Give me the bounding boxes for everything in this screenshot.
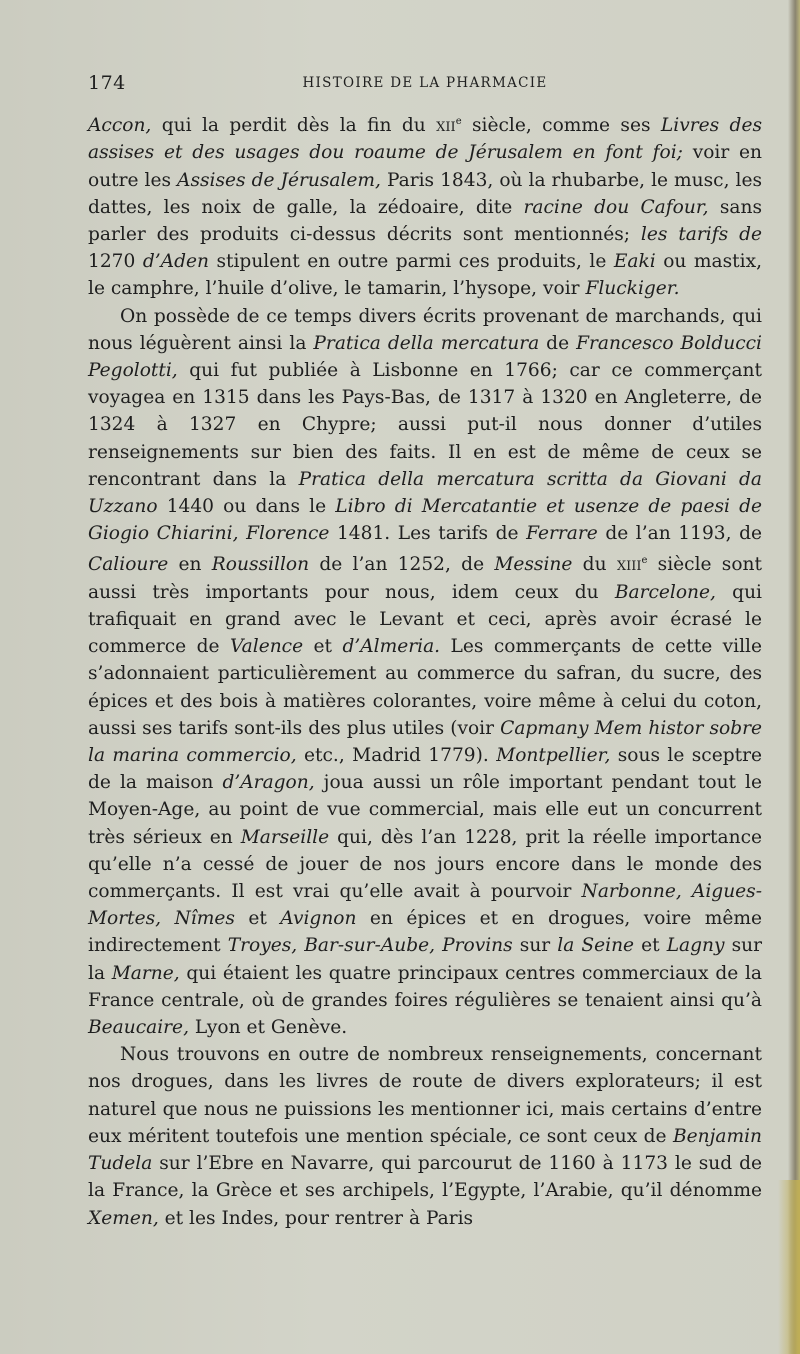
paragraph-1: Accon, qui la perdit dès la fin du xii$^e$ siècle, comme ses Livres des assises et des usages dou roaume de Jérusalem en font foi; voir en outre les Assises de Jérusalem, Paris 1843, où la rhubarbe, le musc, les dattes, les noix de galle, la zédoaire, dite racine dou Cafour, sans parler des produits ci-dessus décrits sont mentionnés; les tarifs de 1270 d’Aden stipulent en outre parmi ces produits, le Eaki ou mastix, le camphre, l’huile d’olive, le tamarin, l’hysope, voir Fluckiger. (88, 115, 763, 300)
page-edge-shadow (788, 0, 800, 1354)
body-text (88, 108, 762, 1232)
page-edge-stain (778, 1180, 800, 1354)
page-header (88, 72, 762, 96)
paragraph-2: On possède de ce temps divers écrits provenant de marchands, qui nous léguèrent ainsi la Pratica della mercatura de Francesco Bolducci Pegolotti, qui fut publiée à Lisbonne en 1766; car ce commerçant voyagea en 1315 dans les Pays-Bas, de 1317 à 1320 en Angleterre, de 1324 à 1327 en Chypre; aussi put-il nous donner d’utiles renseignements sur bien des faits. Il en est de même de ceux se rencontrant dans la Pratica della mercatura scritta da Giovani da Uzzano 1440 ou dans le Libro di Mercatantie et usenze de paesi de Giogio Chiarini, Florence 1481. Les tarifs de Ferrare de l’an 1193, de Calioure en Roussillon de l’an 1252, de Messine du xiii$^e$ siècle sont aussi très importants pour nous, idem ceux du Barcelone, qui trafiquait en grand avec le Levant et ceci, après avoir écrasé le commerce de Valence et d’Almeria. Les commerçants de cette ville s’adonnaient particulièrement au commerce du safran, du sucre, des épices et des bois à matières colorantes, voire même à celui du coton, aussi ses tarifs sont-ils des plus utiles (voir Capmany Mem histor sobre la marina commercio, etc., Madrid 1779). Montpellier, sous le sceptre de la maison d’Aragon, joua aussi un rôle important pendant tout le Moyen-Age, au point de vue commercial, mais elle eut un concurrent très sérieux en Marseille qui, dès l’an 1228, prit la réelle importance qu’elle n’a cessé de jouer de nos jours encore dans le monde des commerçants. Il est vrai qu’elle avait à pourvoir Narbonne, Aigues-Mortes, Nîmes et Avignon en épices et en drogues, voire même indirectement Troyes, Bar-sur-Aube, Provins sur la Seine et Lagny sur la Marne, qui étaient les quatre principaux centres commerciaux de la France centrale, où de grandes foires régulières se tenaient ainsi qu’à Beaucaire, Lyon et Genève. (88, 305, 763, 1039)
page-number: 174 (88, 72, 126, 94)
running-title: HISTOIRE DE LA PHARMACIE (302, 75, 548, 91)
paragraph-3: Nous trouvons en outre de nombreux renseignements, concernant nos drogues, dans les livres de route de divers explorateurs; il est naturel que nous ne puissions les mentionner ici, mais certains d’entre eux méritent toutefois une mention spéciale, ce sont ceux de Benjamin Tudela sur l’Ebre en Navarre, qui parcourut de 1160 à 1173 le sud de la France, la Grèce et ses archipels, l’Egypte, l’Arabie, qu’il dénomme Xemen, et les Indes, pour rentrer à Paris (88, 1044, 762, 1229)
